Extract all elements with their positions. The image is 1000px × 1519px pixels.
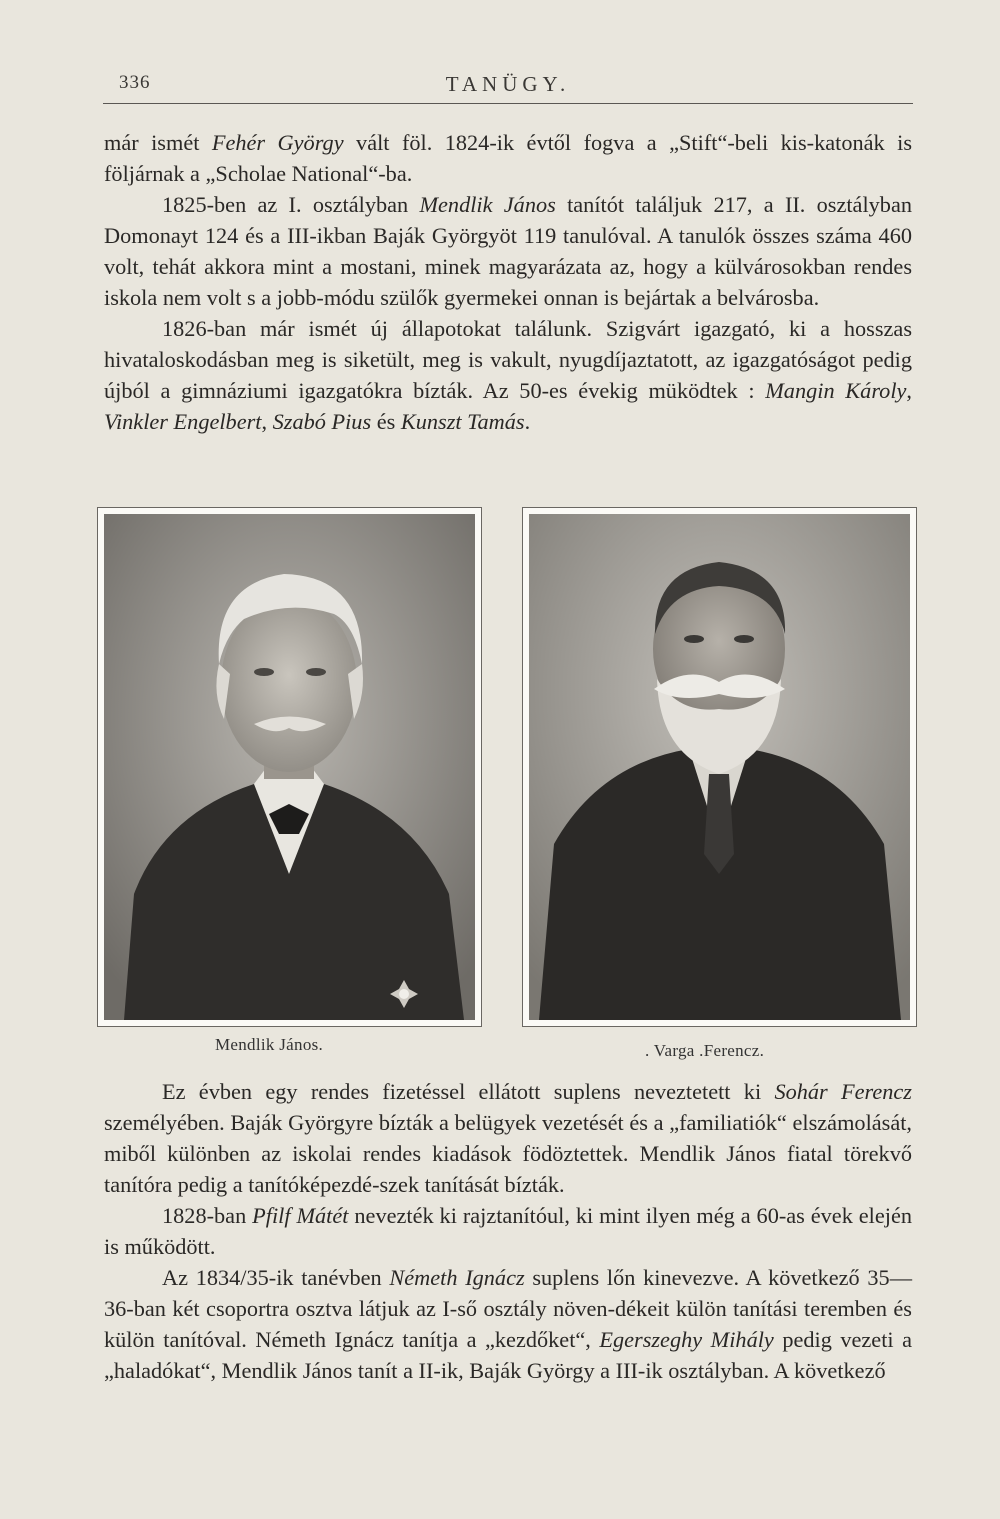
italic-name: Pfilf Mátét: [252, 1203, 349, 1228]
text-run: pedig vezeti a „haladókat“, Mendlik János tanít a II-ik, Baják György a III-ik osztályban. A következő: [104, 1327, 912, 1383]
paragraph: [104, 127, 912, 189]
portrait-mendlik: [97, 507, 482, 1027]
italic-name: Mangin Károly: [765, 378, 907, 403]
page-number: 336: [119, 72, 151, 93]
paragraph: [104, 1076, 912, 1200]
portrait-image-mendlik: [104, 514, 475, 1020]
italic-name: Németh Ignácz: [389, 1265, 525, 1290]
text-run: nevezték ki rajztanítóul, ki mint ilyen még a 60-as évek elején is működött.: [104, 1203, 913, 1259]
text-run: személyében. Baják Györgyre bízták a belügyek vezetését és a „familiatiók“ elszámolását, miből különben az iskolai rendes kiadások födöztettek. Mendlik János fiatal törekvő tanítóra pedig a tanítóképezdé-szek tanítását bízták.: [104, 1110, 912, 1197]
running-title: TANÜGY.: [445, 72, 571, 96]
text-block-bottom: [104, 1076, 912, 1386]
text-run: ,: [261, 409, 273, 434]
text-run: tanítót találjuk 217, a II. osztályban Domonayt 124 és a III-ikban Baják Györgyöt 119 tanulóval. A tanulók összes száma 460 volt, tehát akkora mint a mostani, minek magyarázata az, hogy a külvárosokban rendes iskola nem volt s a jobb-módu szülők gyermekei onnan is bejártak a belvárosba.: [104, 192, 912, 310]
caption-mendlik: Mendlik János.: [215, 1035, 324, 1054]
italic-name: Mendlik János: [419, 192, 556, 217]
paragraph: [104, 313, 912, 437]
text-run: 1826-ban már ismét új állapotokat találunk. Szigvárt igazgató, ki a hosszas hivataloskodásban meg is siketült, meg is vakult, nyugdíjaztatott, az igazgatóságot pedig újból a gimnáziumi igazgatókra bízták. Az 50-es évekig müködtek :: [104, 316, 912, 403]
caption-varga: . Varga .Ferencz.: [645, 1041, 765, 1060]
portrait-varga: [522, 507, 917, 1027]
italic-name: Fehér György: [211, 130, 344, 155]
italic-name: Egerszeghy Mihály: [599, 1327, 774, 1352]
page-header: [103, 72, 913, 102]
text-run: Ez évben egy rendes fizetéssel ellátott suplens neveztetett ki: [162, 1079, 775, 1104]
text-run: suplens lőn kinevezve. A következő 35—36-ban két csoportra osztva látjuk az I-ső osztály növen-dékeit külön tanítási teremben és külön tanítóval. Németh Ignácz tanítja a „kezdőket“,: [104, 1265, 912, 1352]
text-run: ,: [906, 378, 912, 403]
italic-name: Vinkler Engelbert: [104, 409, 262, 434]
text-run: és: [371, 409, 401, 434]
text-run: már ismét: [104, 130, 212, 155]
text-block-top: [104, 127, 912, 437]
portrait-image-varga: [529, 514, 910, 1020]
paragraph: [104, 189, 912, 313]
text-run: .: [524, 409, 531, 434]
text-run: vált föl. 1824-ik évtől fogva a „Stift“-beli kis-katonák is följárnak a „Scholae National“-ba.: [104, 130, 912, 186]
text-run: 1828-ban: [162, 1203, 253, 1228]
paragraph: [104, 1200, 912, 1262]
header-rule: [103, 103, 913, 104]
italic-name: Sohár Ferencz: [774, 1079, 912, 1104]
paragraph: [104, 1262, 912, 1386]
italic-name: Szabó Pius: [272, 409, 372, 434]
italic-name: Kunszt Tamás: [400, 409, 525, 434]
text-run: 1825-ben az I. osztályban: [162, 192, 420, 217]
text-run: Az 1834/35-ik tanévben: [162, 1265, 390, 1290]
